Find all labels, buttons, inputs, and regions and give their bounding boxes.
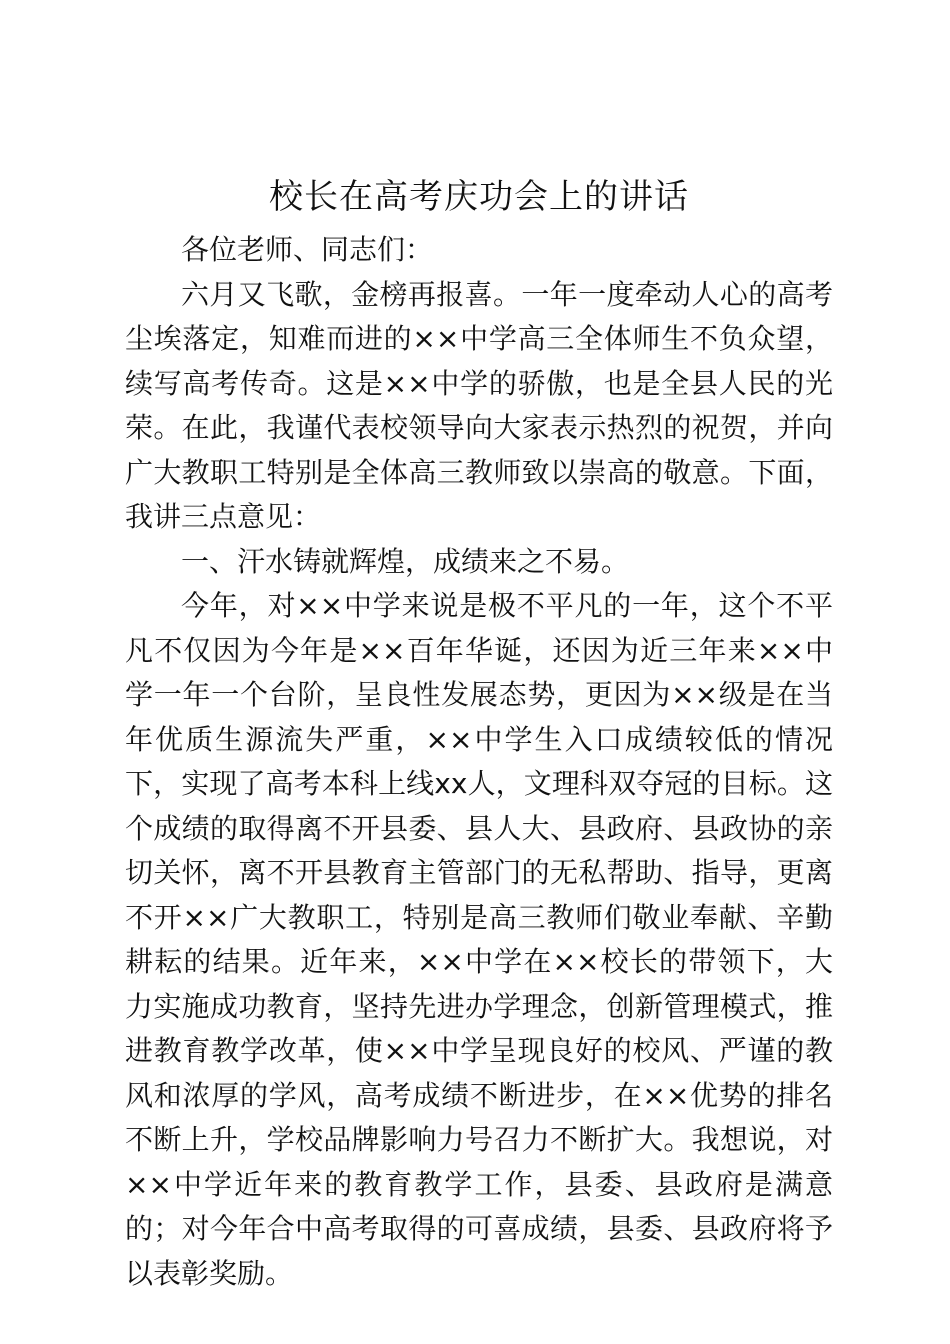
- section-heading-one: 一、汗水铸就辉煌，成绩来之不易。: [181, 544, 630, 578]
- salutation: 各位老师、同志们：: [181, 233, 434, 266]
- paragraph-achievements: 今年，对××中学来说是极不平凡的一年，这个不平凡不仅因为今年是××百年华诞，还因为近三年来××中学一年一个台阶，呈良性发展态势，更因为××级是在当年优质生源流失严重，××中学生入口成绩较低的情况下，实现了高考本科上线xx人，文理科双夺冠的目标。这个成绩的取得离不开县委、县人大、县政府、县政协的亲切关怀，离不开县教育主管部门的无私帮助、指导，更离不开××广大教职工，特别是高三教师们敬业奉献、辛勤耕耘的结果。近年来，××中学在××校长的带领下，大力实施成功教育，坚持先进办学理念，创新管理模式，推进教育教学改革，使××中学呈现良好的校风、严谨的教风和浓厚的学风，高考成绩不断进步，在××优势的排名不断上升，学校品牌影响力号召力不断扩大。我想说，对××中学近年来的教育教学工作，县委、县政府是满意的；对今年合中高考取得的可喜成绩，县委、县政府将予以表彰奖励。: [125, 589, 833, 1290]
- document-title: 校长在高考庆功会上的讲话: [269, 177, 689, 217]
- document-body: [125, 170, 833, 1296]
- paragraph-opening: 六月又飞歌，金榜再报喜。一年一度牵动人心的高考尘埃落定，知难而进的××中学高三全体师生不负众望，续写高考传奇。这是××中学的骄傲，也是全县人民的光荣。在此，我谨代表校领导向大家表示热烈的祝贺，并向广大教职工特别是全体高三教师致以崇高的敬意。下面，我讲三点意见：: [125, 277, 833, 533]
